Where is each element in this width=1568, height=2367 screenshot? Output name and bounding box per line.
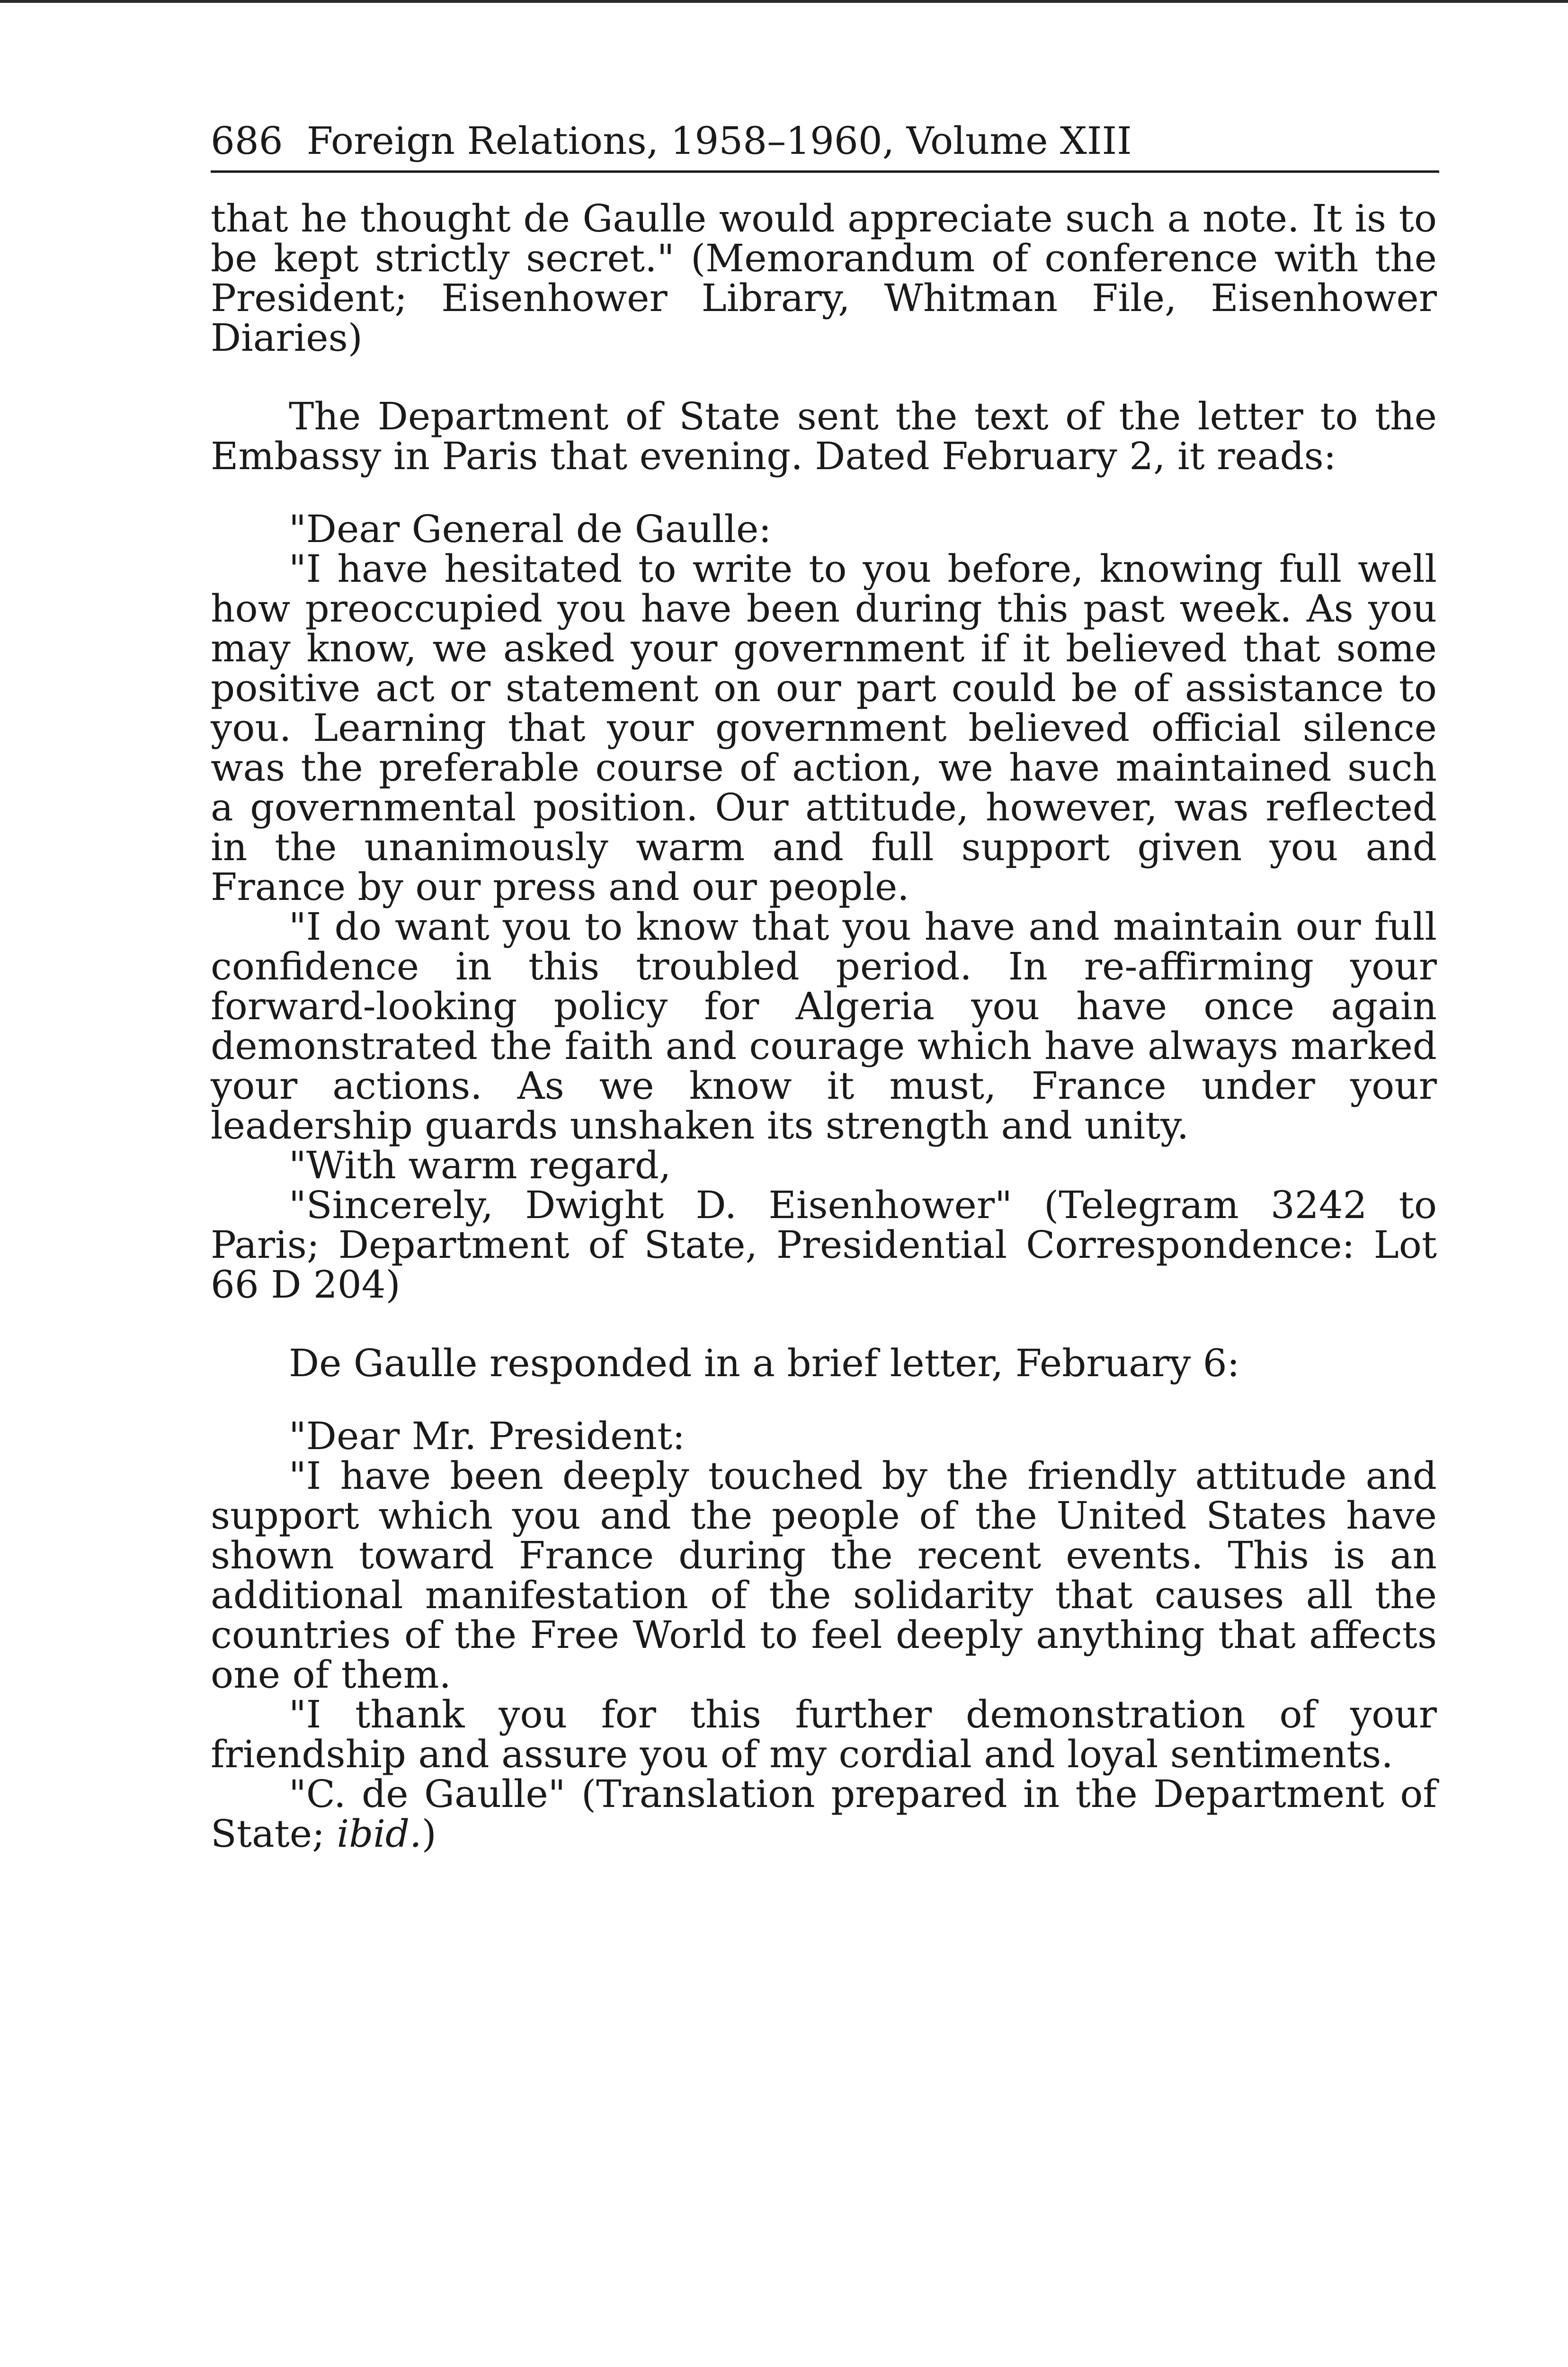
top-edge-rule — [0, 0, 1568, 3]
continued-paragraph: that he thought de Gaulle would appreciate such a note. It is to be kept strictly secret." (Memorandum of conference with the President; Eisenhower Library, Whitman File, Eisenhower Diaries) — [211, 196, 1437, 360]
letter2-salutation: "Dear Mr. President: — [289, 1414, 686, 1458]
letter1-closing: "With warm regard, — [289, 1143, 671, 1187]
publication-title: Foreign Relations, 1958–1960, Volume XIII — [306, 119, 1132, 163]
page-number: 686 — [211, 119, 283, 163]
letter1-salutation: "Dear General de Gaulle: — [289, 507, 772, 551]
running-head-text — [211, 117, 1132, 165]
letter1-paragraph-2: "I do want you to know that you have and maintain our full confidence in this troubled period. In re-affirming your forward-looking policy for Algeria you have once again demonstrated the faith and courage which have always marked your actions. As we know it must, France under your leadership guards unshaken its strength and unity. — [211, 905, 1437, 1148]
letter1-paragraph-1: "I have hesitated to write to you before, knowing full well how preoccupied you have been during this past week. As you may know, we asked your government if it believed that some positive act or statement on our part could be of assistance to you. Learning that your government believed official silence was the preferable course of action, we have maintained such a governmental position. Our attitude, however, was reflected in the unanimously warm and full support given you and France by our press and our people. — [211, 547, 1437, 909]
letter2-paragraph-1: "I have been deeply touched by the friendly attitude and support which you and the people of the United States have shown toward France during the recent events. This is an additional manifestation of the solidarity that causes all the countries of the Free World to feel deeply anything that affects one of them. — [211, 1454, 1437, 1697]
letter2-signature-end: ) — [421, 1812, 437, 1856]
department-paragraph: The Department of State sent the text of the letter to the Embassy in Paris that evening. Dated February 2, it reads: — [211, 394, 1437, 478]
letter1-signature: "Sincerely, Dwight D. Eisenhower" (Telegram 3242 to Paris; Department of State, Presidential Correspondence: Lot 66 D 204) — [211, 1183, 1437, 1307]
letter2-signature — [211, 1774, 1437, 1854]
running-head — [211, 116, 1439, 173]
body-text — [211, 196, 1437, 1856]
letter2-paragraph-2: "I thank you for this further demonstration of your friendship and assure you of my cordial and loyal sentiments. — [211, 1692, 1437, 1776]
letter2-signature-text: "C. de Gaulle" (Translation prepared in the Department of State; — [211, 1772, 1437, 1856]
ibid-citation: ibid. — [337, 1812, 422, 1856]
response-paragraph: De Gaulle responded in a brief letter, February 6: — [289, 1341, 1240, 1385]
